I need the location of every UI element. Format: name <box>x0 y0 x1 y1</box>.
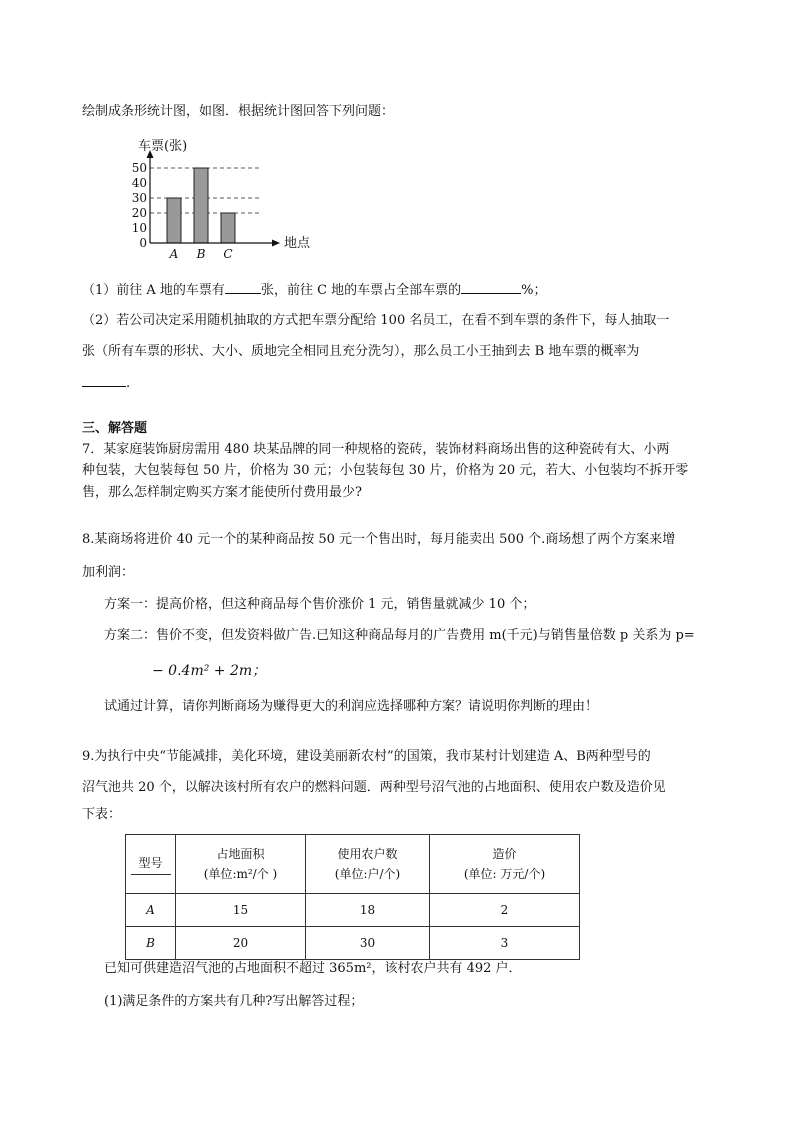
q8-plan1: 方案一：提高价格，但这种商品每个售价涨价 1 元，销售量就减少 10 个； <box>104 597 536 612</box>
q6-part2-line2: 张（所有车票的形状、大小、质地完全相同且充分洗匀），那么员工小王抽到去 B 地车票的概率为 <box>82 344 640 359</box>
table-header-row <box>126 835 580 894</box>
q8-line2: 加利润： <box>82 565 135 580</box>
q9-line3: 下表： <box>82 807 122 822</box>
q8-formula: − 0.4m² + 2m； <box>152 663 267 679</box>
q6-part1-c: %； <box>521 283 547 298</box>
header-cell-area: 占地面积 (单位:m²/个 ) <box>176 835 306 894</box>
q8-plan2: 方案二：售价不变，但发资料做广告.已知这种商品每月的广告费用 m(千元)与销售量倍数 p 关系为 p= <box>104 628 695 643</box>
section-heading: 三、解答题 <box>82 421 148 436</box>
bar-chart <box>120 138 380 268</box>
cell-households-a: 18 <box>306 894 430 927</box>
x-axis-label: 地点 <box>284 236 311 251</box>
q6-part1 <box>82 281 547 300</box>
x-tick-B: B <box>196 247 206 261</box>
q9-line1: 9.为执行中央“节能减排，美化环境，建设美丽新农村”的国策，我市某村计划建造 A、B两种型号的 <box>82 749 651 764</box>
bar-A <box>167 198 181 243</box>
cell-area-b: 20 <box>176 927 306 960</box>
q6-part2-end: . <box>126 376 131 391</box>
cell-cost-a: 2 <box>430 894 580 927</box>
answer-blank-percent[interactable] <box>461 281 521 294</box>
cell-cost-b: 3 <box>430 927 580 960</box>
x-axis-arrow <box>272 240 280 247</box>
table-row <box>126 927 580 960</box>
y-tick-40: 40 <box>131 176 147 190</box>
q8-question: 试通过计算，请你判断商场为赚得更大的利润应选择哪种方案？请说明你判断的理由！ <box>104 699 599 714</box>
q9-sub1: (1)满足条件的方案共有几种?写出解答过程； <box>104 994 364 1009</box>
header-cell-cost: 造价 (单位: 万元/个) <box>430 835 580 894</box>
x-tick-C: C <box>223 247 233 261</box>
spec-table <box>125 834 580 960</box>
q9-after-table: 已知可供建造沼气池的占地面积不超过 365m²，该村农户共有 492 户． <box>104 961 522 976</box>
q6-part1-a: （1）前往 A 地的车票有 <box>82 283 225 298</box>
y-axis-label: 车票(张) <box>138 139 188 154</box>
y-tick-20: 20 <box>131 206 147 220</box>
x-tick-A: A <box>169 247 179 261</box>
intro-text: 绘制成条形统计图，如图．根据统计图回答下列问题： <box>82 104 395 119</box>
bar-B <box>194 168 208 243</box>
q6-part2-line3 <box>82 374 130 393</box>
header-cell-model: 型号 <box>126 835 176 894</box>
bar-C <box>221 213 235 243</box>
answer-blank-count[interactable] <box>225 281 261 294</box>
q6-part2-line1: （2）若公司决定采用随机抽取的方式把车票分配给 100 名员工，在看不到车票的条件下，每人抽取一 <box>82 313 670 328</box>
header-cell-households: 使用农户数 (单位:户/个) <box>306 835 430 894</box>
q7-line3: 售，那么怎样制定购买方案才能使所付费用最少? <box>82 485 362 500</box>
q8-line1: 8.某商场将进价 40 元一个的某种商品按 50 元一个售出时，每月能卖出 500 个.商场想了两个方案来增 <box>82 532 676 547</box>
cell-model-b: B <box>126 927 176 960</box>
y-tick-30: 30 <box>131 191 147 205</box>
y-tick-50: 50 <box>131 161 147 175</box>
q7-line1: 7．某家庭装饰厨房需用 480 块某品牌的同一种规格的瓷砖，装饰材料商场出售的这种瓷砖有大、小两 <box>82 442 670 457</box>
y-tick-0: 0 <box>139 236 147 250</box>
answer-blank-probability[interactable] <box>82 374 126 387</box>
q7-line2: 种包装，大包装每包 50 片，价格为 30 元；小包装每包 30 片，价格为 20 元，若大、小包装均不拆开零 <box>82 463 689 478</box>
y-tick-10: 10 <box>131 221 147 235</box>
q9-line2: 沼气池共 20 个，以解决该村所有农户的燃料问题．两种型号沼气池的占地面积、使用农户数及造价见 <box>82 780 666 795</box>
cell-area-a: 15 <box>176 894 306 927</box>
cell-households-b: 30 <box>306 927 430 960</box>
q6-part1-b: 张，前往 C 地的车票占全部车票的 <box>260 283 462 298</box>
cell-model-a: A <box>126 894 176 927</box>
table-row <box>126 894 580 927</box>
